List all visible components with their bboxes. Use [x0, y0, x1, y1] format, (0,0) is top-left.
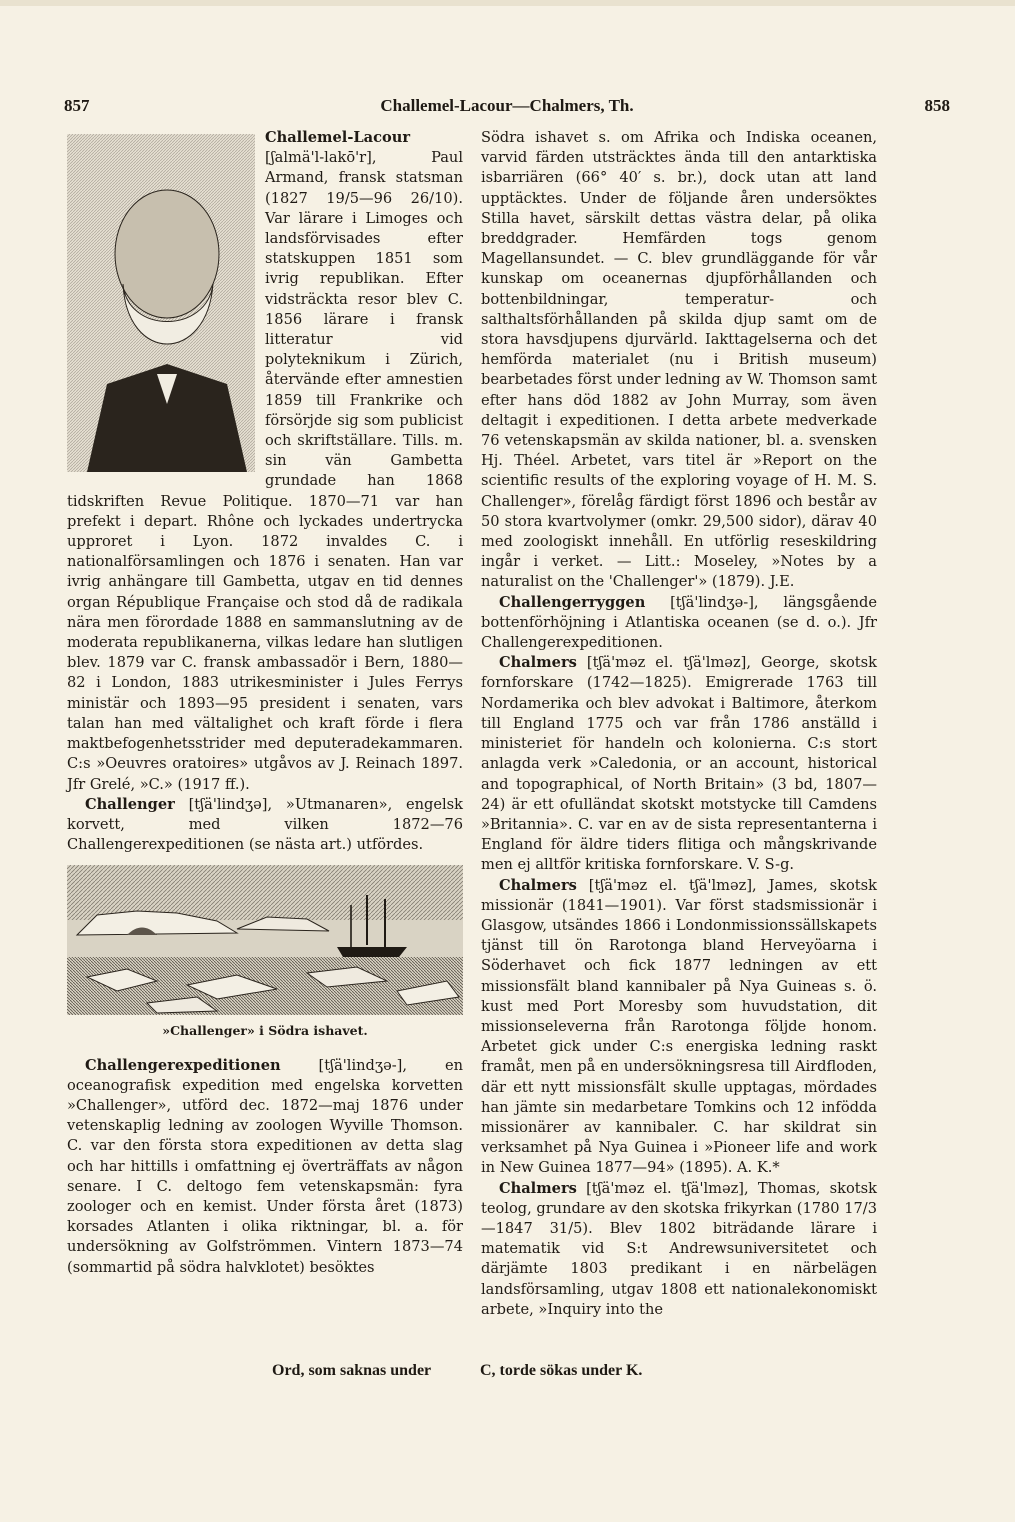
page-number-left: 857 [64, 96, 90, 115]
entry-text: [ʃalmä'l-lakō'r], Paul Armand, fransk statsman (1827 19/5—96 26/10). Var lärare i Limoges och landsförvisades efter statskuppen 1851 som ivrig republikan. Efter vidsträckta resor blev C. 1856 lärare i fransk litteratur vid polyteknikum i Zürich, återvände efter amnestien 1859 till Frankrike och försörjde sig som publicist och skriftställare. Tills. m. sin vän Gambetta grundade han 1868 tidskriften Revue Politique. 1870—71 var han prefekt i depart. Rhône och lyckades undertrycka upproret i Lyon. 1872 invaldes C. i nationalförsamlingen och 1876 i senaten. Han var ivrig anhängare till Gambetta, utgav en tid dennes organ République Française och stod då de radikala nära men förordade 1888 en sammanslutning av de moderata republikanerna, vilkas ledare han slutligen blev. 1879 var C. fransk ambassadör i Bern, 1880—82 i London, 1883 utrikesminister i Jules Ferrys ministär och 1893—95 president i senaten, vars talan han med vältalighet och kraft förde i flera maktbefogenhetsstrider med deputeradekammaren. C:s »Oeuvres oratoires» utgåvos av J. Reinach 1897. Jfr Grelé, »C.» (1917 ff.). [67, 149, 463, 793]
left-column [67, 128, 463, 1278]
entry-text: [tʃä'məz el. tʃä'lməz], Thomas, skotsk teolog, grundare av den skotska frikyrkan (1780 17/3—1847 31/5). Blev 1802 biträdande lärare i matematik vid S:t Andrewsuniversitetet och därjämte 1803 predikant i en närbelägen landsförsamling, utgav 1808 ett nationalekonomiskt arbete, »Inquiry into the [481, 1179, 877, 1318]
engraving-ship-in-ice [67, 865, 463, 1015]
footer-right: C, torde sökas under K. [480, 1362, 643, 1379]
running-title: Challemel-Lacour—Chalmers, Th. [380, 96, 634, 115]
entry-challemel-lacour [67, 128, 463, 795]
headword: Challenger [85, 795, 175, 813]
headword: Challengerexpeditionen [85, 1056, 281, 1074]
entry-challenger [67, 795, 463, 856]
entry-chalmers-george [481, 653, 877, 875]
entry-text: [tʃä'lindʒə-], en oceanografisk expedition med engelska korvetten »Challenger», utförd dec. 1872—maj 1876 under vetenskaplig ledning av zoologen Wyville Thomson. C. var den första stora expeditionen av detta slag och har hittills i omfattning ej överträffats av någon senare. I C. deltogo fem vetenskapsmän: fyra zoologer och en kemist. Under första året (1873) korsades Atlanten i olika riktningar, bl. a. för undersökning av Golfströmmen. Vintern 1873—74 (sommartid på södra halvklotet) besöktes [67, 1056, 463, 1276]
entry-challengerexpeditionen [67, 1056, 463, 1278]
entry-text: [tʃä'lindʒə], »Utmanaren», engelsk korvett, med vilken 1872—76 Challengerexpeditionen (se nästa art.) utfördes. [67, 795, 463, 854]
scan-edge [0, 0, 1015, 6]
entry-text: [tʃä'məz el. tʃä'lməz], George, skotsk fornforskare (1742—1825). Emigrerade 1763 till Nordamerika och blev advokat i Baltimore, återkom till England 1775 och var från 1786 anställd i ministeriet för handeln och kolonierna. C:s stort anlagda verk »Caledonia, or an account, historical and topographical, of North Britain» (3 bd, 1807—24) är ett ofulländat skotskt motstycke till Camdens »Britannia». C. var en av de sista representanterna i England för äldre tiders flitiga och mångskrivande men ej alltför kritiska fornforskare. V. S-g. [481, 654, 877, 874]
entry-chalmers-thomas [481, 1179, 877, 1320]
figure-caption: »Challenger» i Södra ishavet. [162, 1023, 368, 1039]
right-column [481, 128, 877, 1320]
entry-continuation: Södra ishavet s. om Afrika och Indiska oceanen, varvid färden utsträcktes ända till den antarktiska isbarriären (66° 40′ s. br.), dock utan att land upptäcktes. Under de följande åren undersöktes Stilla havet, särskilt dettas västra delar, på olika breddgrader. Hemfärden togs genom Magellansundet. — C. blev grundläggande för vår kunskap om oceanernas djupförhållanden och bottenbildningar, temperatur- och salthaltsförhållanden på skilda djup samt om de stora havsdjupens djurvärld. Iakttagelserna och det hemförda materialet (nu i British museum) bearbetades först under ledning av W. Thomson samt efter hans död 1882 av John Murray, som även deltagit i expeditionen. I detta arbete medverkade 76 vetenskapsmän av skilda nationer, bl. a. svensken Hj. Théel. Arbetet, vars titel är »Report on the scientific results of the exploring voyage of H. M. S. Challenger», förelåg färdigt först 1896 och består av 50 stora kvartvolymer (omkr. 29,500 sidor), därav 40 med zoologiskt innehåll. En utförlig reseskildring ingår i verket. — Litt.: Moseley, »Notes by a naturalist on the 'Challenger'» (1879). J.E. [481, 129, 877, 591]
entry-text: [tʃä'lindʒə-], längsgående bottenförhöjning i Atlantiska oceanen (se d. o.). Jfr Challengerexpeditionen. [481, 593, 877, 652]
entry-challengerryggen [481, 593, 877, 654]
footer-left: Ord, som saknas under [272, 1362, 432, 1379]
portrait-challemel-lacour [67, 134, 255, 472]
running-header [64, 96, 950, 120]
headword: Challengerryggen [499, 593, 646, 611]
figure-challenger-ice [67, 865, 463, 1041]
headword: Chalmers [499, 876, 577, 894]
entry-chalmers-james [481, 876, 877, 1179]
page-number-right: 858 [924, 96, 950, 115]
headword: Chalmers [499, 1179, 577, 1197]
entry-text: [tʃä'məz el. tʃä'lməz], James, skotsk missionär (1841—1901). Var först stadsmissionär i Glasgow, utsändes 1866 i Londonmissionssällskapets tjänst till ön Rarotonga bland Herveyöarna i Söderhavet och fick 1877 ledningen av ett missionsfält bland kannibaler på Nya Guineas s. ö. kust med Port Moresby som huvudstation, dit missionseleverna från Rarotonga följde honom. Arbetet gick under C:s energiska ledning raskt framåt, men på en undersökningsresa till Airdfloden, där ett nytt missionsfält skulle upptagas, mördades han jämte sin medarbetare Tomkins och 12 infödda missionärer av kannibaler. C. har skildrat sin verksamhet på Nya Guinea i »Pioneer life and work in New Guinea 1877—94» (1895). A. K.* [481, 876, 877, 1177]
headword: Chalmers [499, 654, 577, 672]
headword: Challemel-Lacour [265, 129, 411, 146]
